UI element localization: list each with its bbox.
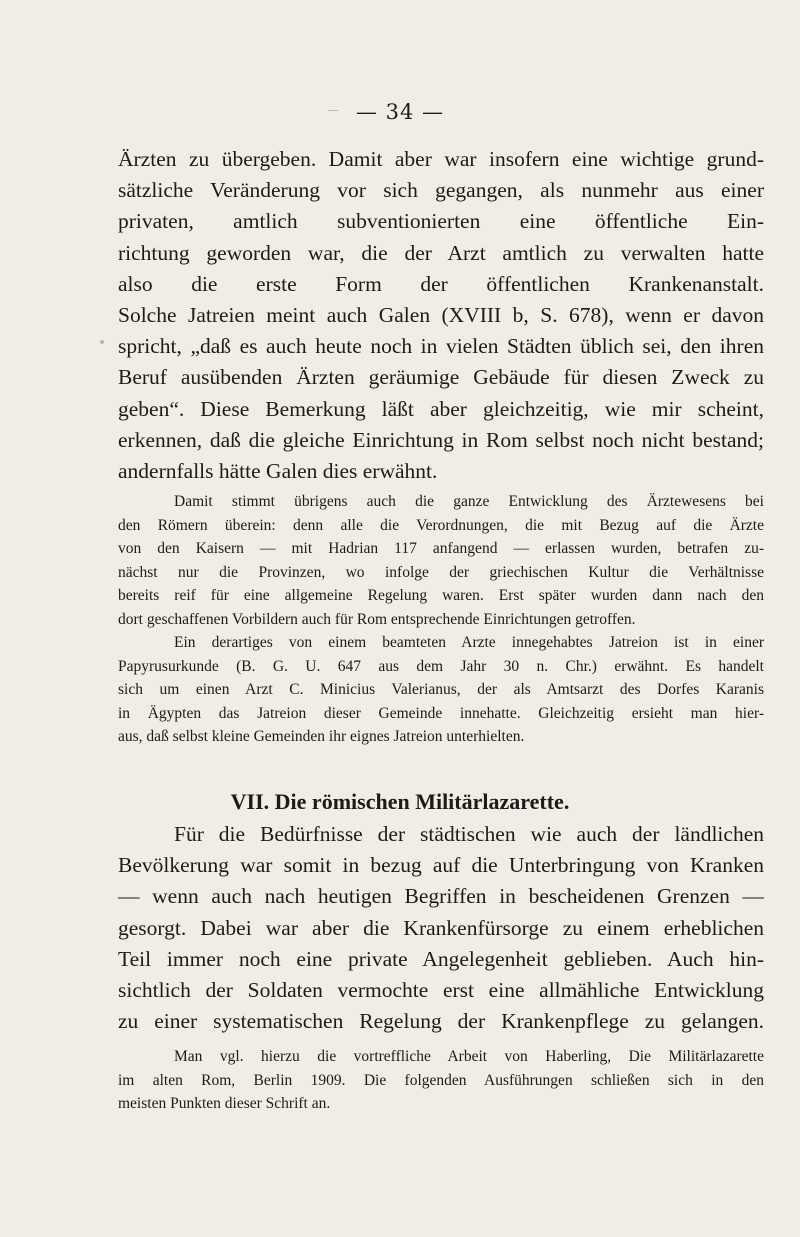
note-line: nächst nur die Provinzen, wo infolge der griechischen Kultur die Verhältnisse [118,563,764,581]
text-line: also die erste Form der öffentlichen Krankenanstalt. [118,271,764,296]
text-line: spricht, „daß es auch heute noch in vielen Städten üblich sei, den ihren [118,334,764,359]
text-line: gesorgt. Dabei war aber die Krankenfürsorge zu einem erheblichen [118,915,764,940]
note-line: bereits reif für eine allgemeine Regelung waren. Erst später wurden dann nach den [118,587,764,604]
footnote-block [118,490,764,749]
text-line: Bevölkerung war somit in bezug auf die Unterbringung von Kranken [118,853,764,878]
note-line: Damit stimmt übrigens auch die ganze Entwicklung des Ärztewesens bei [174,493,764,510]
text-line: sätzliche Veränderung vor sich gegangen, als nunmehr aus einer [118,178,764,203]
text-line: zu einer systematischen Regelung der Krankenpflege zu gelangen. [118,1009,764,1034]
text-line: Teil immer noch eine private Angelegenheit geblieben. Auch hin- [118,946,764,971]
note-line: in Ägypten das Jatreion dieser Gemeinde innehatte. Gleichzeitig ersieht man hier- [118,704,764,722]
note-line: Man vgl. hierzu die vortreffliche Arbeit von Haberling, Die Militärlazarette [174,1048,764,1065]
text-line: Solche Jatreien meint auch Galen (XVIII b, S. 678), wenn er davon [118,303,764,328]
note-line: Papyrusurkunde (B. G. U. 647 aus dem Jahr 30 n. Chr.) erwähnt. Es handelt [118,657,764,675]
note-line: sich um einen Arzt C. Minicius Valerianus, der als Amtsarzt des Dorfes Karanis [118,681,764,698]
text-line: Für die Bedürfnisse der städtischen wie auch der ländlichen [174,822,764,846]
main-text-block-2 [118,819,764,1037]
section-heading: VII. Die römischen Militärlazarette. [230,789,570,814]
footnote-block-2 [118,1045,764,1116]
text-line: erkennen, daß die gleiche Einrichtung in Rom selbst noch nicht bestand; [118,427,764,452]
note-line: dort geschaffenen Vorbildern auch für Rom entsprechende Einrichtungen getroffen. [118,610,636,628]
note-line: meisten Punkten dieser Schrift an. [118,1095,331,1112]
note-line: Ein derartiges von einem beamteten Arzte innegehabtes Jatreion ist in einer [174,634,764,651]
note-line: im alten Rom, Berlin 1909. Die folgenden Ausführungen schließen sich in den [118,1071,764,1089]
text-line: andernfalls hätte Galen dies erwähnt. [118,459,438,484]
text-line: richtung geworden war, die der Arzt amtlich zu verwalten hatte [118,240,764,265]
note-line: aus, daß selbst kleine Gemeinden ihr eignes Jatreion unterhielten. [118,728,525,745]
page-number: — 34 — [355,100,445,124]
text-line: — wenn auch nach heutigen Begriffen in bescheidenen Grenzen — [118,884,764,909]
text-line: privaten, amtlich subventionierten eine öffentliche Ein- [118,209,764,234]
text-line: sichtlich der Soldaten vermochte erst eine allmähliche Entwicklung [118,978,764,1003]
text-line: Beruf ausübenden Ärzten geräumige Gebäude für diesen Zweck zu [118,365,764,390]
margin-dot [100,340,104,344]
main-text-block [118,144,764,487]
text-line: geben“. Diese Bemerkung läßt aber gleichzeitig, wie mir scheint, [118,396,764,421]
note-line: den Römern überein: denn alle die Verordnungen, die mit Bezug auf die Ärzte [118,516,764,534]
note-line: von den Kaisern — mit Hadrian 117 anfangend — erlassen wurden, betrafen zu- [118,540,764,557]
text-line: Ärzten zu übergeben. Damit aber war insofern eine wichtige grund- [118,147,764,171]
